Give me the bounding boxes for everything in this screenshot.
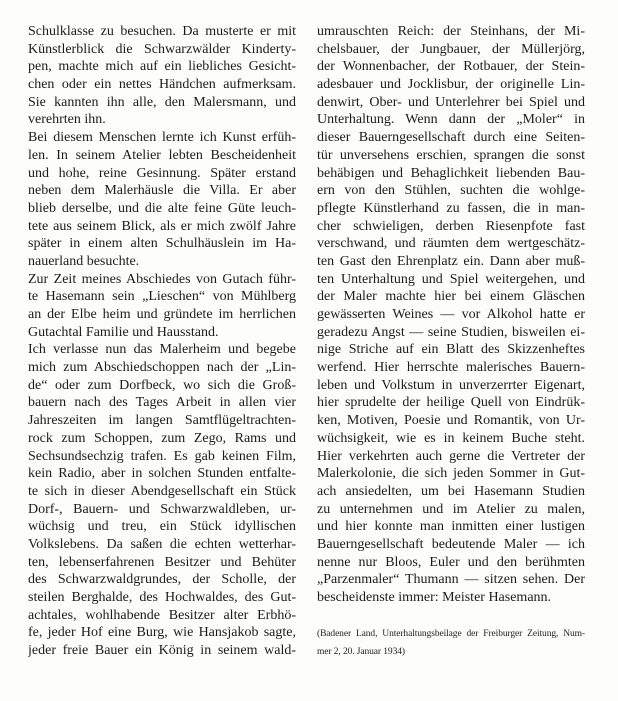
text-column-right-lines bbox=[317, 23, 585, 607]
text-line: jeder freie Bauer ein König in seinem wald- bbox=[28, 643, 296, 659]
text-line: nige Striche auf ein Blatt des Skizzenheftes bbox=[317, 342, 585, 358]
text-line: tete aus seinem Blick, als er mich zwölf Jahre bbox=[28, 218, 296, 234]
text-line: Bauerngesellschaft bedeutende Maler — ich bbox=[317, 536, 585, 552]
text-line: mich zum Abschiedschoppen nach der „Lin- bbox=[28, 360, 296, 376]
text-line: zu unternehmen und im Atelier zu malen, bbox=[317, 501, 585, 517]
text-line: „Parzenmaler“ Thumann — sitzen sehen. Der bbox=[317, 572, 585, 588]
text-line: ern von den Stühlen, suchten die wohlge- bbox=[317, 183, 585, 199]
text-line: geradezu Angst — seine Studien, bisweilen ei- bbox=[317, 324, 585, 340]
text-line: Künstlerblick die Schwarzwälder Kinderty- bbox=[28, 41, 296, 57]
text-line: dieser Bauerngesellschaft durch eine Seiten- bbox=[317, 130, 585, 146]
text-line: Zur Zeit meines Abschiedes von Gutach führ- bbox=[28, 271, 296, 287]
text-line: nenne nur Bloos, Euler und den berühmten bbox=[317, 554, 585, 570]
text-line: des Schwarzwaldgrundes, der Scholle, der bbox=[28, 572, 296, 588]
text-line: Ich verlasse nun das Malerheim und begebe bbox=[28, 342, 296, 358]
text-line: Bei diesem Menschen lernte ich Kunst erfüh- bbox=[28, 130, 296, 146]
text-line: umrauschten Reich: der Steinhans, der Mi- bbox=[317, 24, 585, 39]
text-line: Malerkolonie, die sich jeden Sommer in Gut- bbox=[317, 466, 585, 482]
text-line: denwirt, Ober- und Unterlehrer bei Spiel und bbox=[317, 94, 585, 110]
text-line: pflegte Künstlerhand zu fassen, die in man- bbox=[317, 200, 585, 216]
text-line: cher schwieligen, derben Riesenpfote fast bbox=[317, 218, 585, 234]
text-line: Unterhaltung. Wenn dann der „Moler“ in bbox=[317, 112, 585, 128]
text-line: fe, jeder Hof eine Burg, wie Hansjakob sagte, bbox=[28, 625, 296, 641]
text-line: ten Gast den Ehrenplatz ein. Dann aber muß- bbox=[317, 253, 585, 269]
text-line: te Hasemann sein „Lieschen“ von Mühlberg bbox=[28, 289, 296, 305]
text-line: tür unversehens erschien, sprangen die sonst bbox=[317, 147, 585, 163]
text-line: de“ oder zum Dorfbeck, wo sich die Groß- bbox=[28, 377, 296, 393]
text-line: wüchsig und treu, ein Stück idyllischen bbox=[28, 519, 296, 535]
text-line: Schulklasse zu besuchen. Da musterte er mit bbox=[28, 24, 296, 39]
text-line: und hier konnte man inmitten einer lustigen bbox=[317, 519, 585, 535]
text-line: ten Unterhaltung und Spiel weitergehen, und bbox=[317, 271, 585, 287]
text-line: an der Elbe heim und gründete im herrlichen bbox=[28, 307, 296, 322]
text-line: hier sprudelte der heilige Quell von Eindrük- bbox=[317, 395, 585, 411]
text-line: neben dem Malerhäusle die Villa. Er aber bbox=[28, 183, 296, 199]
text-column-right bbox=[317, 23, 585, 701]
text-line: gewässerten Weines — vor Alkohol hatte er bbox=[317, 307, 585, 322]
text-line: kein Radio, aber in solchen Stunden entfalte- bbox=[28, 466, 296, 482]
citation-line: (Badener Land, Unterhaltungsbeilage der Freiburger Zeitung, Num- bbox=[317, 628, 585, 639]
text-line: der Wonnenbacher, der Rotbauer, der Stein- bbox=[317, 59, 585, 75]
text-line: nauerland besuchte. bbox=[28, 253, 140, 269]
text-line: Gutachtal Familie und Hausstand. bbox=[28, 324, 219, 340]
text-line: ken, Motiven, Poesie und Romantik, von Ur- bbox=[317, 413, 585, 429]
text-line: behäbigen und Behaglichkeit liebenden Bau- bbox=[317, 165, 585, 181]
text-line: rock zum Schoppen, zum Zego, Rams und bbox=[28, 430, 296, 446]
text-column-left bbox=[28, 23, 296, 701]
text-line: pen, machte mich auf ein liebliches Gesicht- bbox=[28, 59, 296, 75]
text-line: Jahreszeiten im langen Samtflügeltrachten- bbox=[28, 413, 296, 429]
text-line: und hohe, reine Gesinnung. Später erstand bbox=[28, 165, 296, 181]
text-line: der Maler machte hier bei einem Gläschen bbox=[317, 289, 585, 305]
text-line: chelsbauer, der Jungbauer, der Müllerjörg, bbox=[317, 41, 585, 57]
text-line: len. In seinem Atelier lebten Bescheidenheit bbox=[28, 147, 296, 163]
text-line: ach ansiedelten, um bei Hasemann Studien bbox=[317, 483, 585, 499]
text-line: Sechsundsechzig trafen. Es gab keinen Film, bbox=[28, 448, 296, 464]
text-line: bescheidenste immer: Meister Hasemann. bbox=[317, 590, 552, 605]
text-line: te sich in dieser Abendgesellschaft ein Stück bbox=[28, 483, 296, 499]
text-line: verehrten ihn. bbox=[28, 112, 106, 128]
text-line: chen oder ein nettes Händchen aufmerksam. bbox=[28, 77, 296, 93]
text-line: später in einem alten Schulhäuslein im Ha- bbox=[28, 236, 296, 252]
text-line: Volkslebens. Da saßen die echten wetterhar- bbox=[28, 536, 296, 552]
text-line: Sie kannten ihn alle, den Malersmann, und bbox=[28, 94, 296, 110]
text-line: ten, lebenserfahrenen Besitzer und Behüter bbox=[28, 554, 296, 570]
text-line: verschwand, und räumten dem wertgeschätz- bbox=[317, 236, 585, 252]
text-line: Hier verkehrten auch gerne die Vertreter der bbox=[317, 448, 585, 464]
text-line: leben und Volkstum in unverzerrter Eigenart, bbox=[317, 377, 585, 393]
text-line: adesbauer und Jocklisbur, der originelle Lin- bbox=[317, 77, 585, 93]
text-line: bauern nach des Tages Arbeit in allen vier bbox=[28, 395, 296, 411]
text-line: werfend. Hier herrschte malerisches Bauern- bbox=[317, 360, 585, 376]
text-line: Dorf-, Bauern- und Schwarzwaldleben, ur- bbox=[28, 501, 296, 517]
text-line: steilen Berghalde, des Hochwaldes, des Gut- bbox=[28, 590, 296, 605]
citation bbox=[317, 625, 585, 662]
text-line: achtales, wohlhabende Besitzer alter Erbhö- bbox=[28, 607, 296, 623]
citation-line: mer 2, 20. Januar 1934) bbox=[317, 647, 405, 658]
text-line: blieb derselbe, und die alte feine Güte leuch- bbox=[28, 200, 296, 216]
text-line: wüchsigkeit, wie es in keinem Buche steht. bbox=[317, 430, 585, 446]
